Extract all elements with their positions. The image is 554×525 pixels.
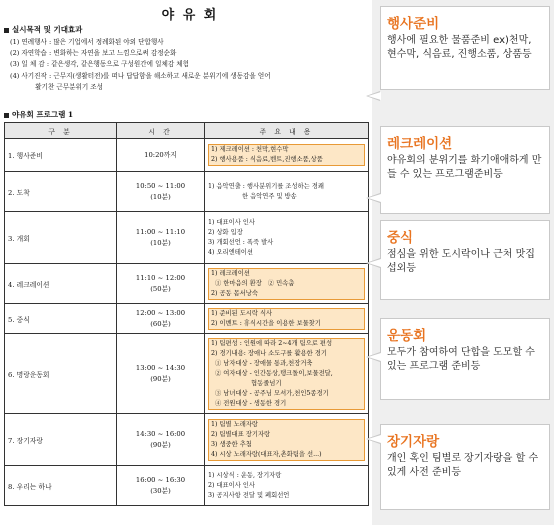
square-bullet-icon (4, 28, 9, 33)
content-line: 2) 경기내용: 장애나 소도구를 활용한 경기 (211, 349, 327, 357)
header-category: 구 분 (5, 123, 117, 139)
table-row (5, 212, 369, 264)
table-row (5, 304, 369, 334)
section-purpose-title (4, 24, 82, 35)
content-line: 협동줄넘기 (211, 379, 282, 387)
content-line: 2) 팀별대표 장기자랑 (211, 430, 271, 438)
purpose-item: (1) 연례행사 : 많은 기업에서 정례화된 야외 단합행사 (10, 38, 164, 46)
content-line: ③ 남녀대상 - 공주님 모셔가,천인5종경기 (211, 389, 329, 397)
callout-title: 중식 (387, 230, 414, 246)
row-content (205, 139, 369, 172)
row-time (117, 414, 205, 466)
table-row (5, 334, 369, 414)
time-line: (10분) (150, 238, 171, 247)
time-line: (10분) (150, 192, 171, 201)
content-line: 1) 시상식 : 운동, 장기자랑 (208, 471, 282, 479)
table-row (5, 264, 369, 304)
time-line: 10:20까지 (144, 150, 177, 159)
time-line: 11:10 ~ 12:00 (135, 273, 186, 282)
content-line: 3) 생중한 추첨 (211, 440, 252, 448)
row-category: 1. 행사준비 (5, 139, 117, 172)
callout-title: 장기자랑 (387, 434, 440, 450)
callout-pointer (368, 92, 381, 100)
content-line: 3) 공지사항 전달 및 폐회선언 (208, 491, 290, 499)
row-category: 4. 레크레이션 (5, 264, 117, 304)
time-line: 13:00 ~ 14:30 (135, 363, 186, 372)
content-box (208, 182, 365, 202)
table-header-row (5, 123, 369, 139)
callout-pointer (368, 194, 381, 202)
square-bullet-icon (4, 113, 9, 118)
callout-title: 운동회 (387, 328, 427, 344)
row-time (117, 304, 205, 334)
callout-3 (380, 220, 550, 300)
row-category: 2. 도착 (5, 172, 117, 212)
content-line: 2) 이벤트 : 휴식시간을 이용한 보물찾기 (211, 319, 321, 327)
callout-pointer (368, 435, 381, 443)
callout-title: 행사준비 (387, 16, 440, 32)
row-content (205, 466, 369, 506)
callout-body: 개인 혹인 팀별로 장기자랑을 할 수 있게 사전 준비등 (387, 453, 539, 478)
row-category: 7. 장기자랑 (5, 414, 117, 466)
header-time: 시 간 (117, 123, 205, 139)
callout-body: 행사에 필요한 물품준비 ex)천막, 현수막, 식음료, 진행소품, 상품등 (387, 35, 532, 60)
content-line: 2) 행사용품 : 식음료,벤트,진행소품,상품 (211, 156, 323, 163)
content-line: 1) 대표이사 인사 (208, 218, 255, 226)
row-time (117, 172, 205, 212)
content-line: 1) 제크레이션 : 천막,현수막 (211, 146, 289, 153)
section-purpose-label: 실시목적 및 기대효과 (12, 25, 83, 34)
content-line: 2) 공동 몸서낭숙 (211, 289, 258, 297)
content-line: ② 여자대상 - 인간동상,탱크돌이,보물전달, (211, 369, 333, 377)
time-line: 11:00 ~ 11:10 (135, 227, 186, 236)
content-line: 2) 대표이사 인사 (208, 481, 255, 489)
table-row (5, 414, 369, 466)
content-line: 3) 개회선언 : 폭죽 발사 (208, 238, 274, 246)
content-highlight-box (208, 338, 365, 410)
time-line: (30분) (150, 486, 171, 495)
content-line: 2) 상화 입장 (208, 228, 243, 236)
row-category: 5. 중식 (5, 304, 117, 334)
time-line: (90분) (150, 440, 171, 449)
callout-body: 야유회의 분위기를 화기애애하게 만들 수 있는 프로그램준비등 (387, 155, 542, 180)
time-line: 10:50 ~ 11:00 (135, 181, 186, 190)
row-content (205, 304, 369, 334)
content-line: 1) 음악연출 : 행사분위기를 조성하는 경쾌 (208, 182, 324, 190)
row-content (205, 172, 369, 212)
purpose-list (10, 37, 370, 93)
row-time (117, 334, 205, 414)
content-line: ④ 전원대상 - 생동한 경기 (211, 399, 287, 407)
time-line: (90분) (150, 374, 171, 383)
purpose-item: (2) 자연학습 : 변화하는 자연을 보고 느낌으로써 감정순화 (10, 49, 177, 58)
document-title: 야 유 회 (161, 8, 219, 23)
row-content (205, 212, 369, 264)
content-highlight-box (208, 308, 365, 330)
section-program-label: 야유회 프로그램 1 (12, 110, 74, 119)
content-highlight-box (208, 419, 365, 461)
time-line: (50분) (150, 284, 171, 293)
row-time (117, 264, 205, 304)
content-line: 1) 팀편성 : 인원에 따라 2~4개 팀으로 편성 (211, 339, 333, 347)
row-category: 3. 개회 (5, 212, 117, 264)
table-row (5, 139, 369, 172)
callout-5 (380, 424, 550, 510)
callout-body: 모두가 참여하여 단합을 도모할 수 있는 프로그램 준비등 (387, 347, 535, 372)
content-box (208, 471, 365, 501)
content-line: 1) 팀별 노래자랑 (211, 420, 258, 428)
header-content: 주 요 내 용 (205, 123, 369, 139)
content-line: 한 음악연주 및 방송 (208, 192, 297, 200)
section-program-title (4, 109, 73, 120)
row-category: 8. 우리는 하나 (5, 466, 117, 506)
content-line: 4) 오리엔테이션 (208, 248, 253, 256)
table-row (5, 172, 369, 212)
row-content (205, 414, 369, 466)
callout-pointer (368, 353, 381, 361)
time-line: 16:00 ~ 16:30 (135, 475, 186, 484)
callout-2 (380, 126, 550, 214)
time-line: 14:30 ~ 16:00 (135, 429, 186, 438)
content-line: ① 한마음의 환장 ② 민속춤 (211, 279, 295, 287)
content-line: ① 남자대상 - 장애물 통과,천장거축 (211, 359, 313, 367)
content-line: 1) 준비된 도시락 식사 (211, 309, 273, 317)
purpose-item: (3) 일 체 감 : 같은생각, 같은행동으로 구성원간에 일체감 체험 (10, 60, 190, 69)
table-row (5, 466, 369, 506)
content-line: 4) 시상 노래자랑(대표자,촌화팀을 선...) (211, 450, 322, 458)
time-line: 12:00 ~ 13:00 (135, 308, 186, 317)
callout-body: 점심을 위한 도시락이나 근처 맛집 섭외등 (387, 249, 535, 274)
time-line: (60분) (150, 319, 171, 328)
row-time (117, 466, 205, 506)
callout-1 (380, 6, 550, 90)
row-content (205, 334, 369, 414)
content-highlight-box (208, 268, 365, 300)
callout-4 (380, 318, 550, 400)
row-category: 6. 명랑운동회 (5, 334, 117, 414)
content-line: 1) 레크레이션 (211, 269, 250, 277)
purpose-item: 활기찬 근무분위기 조성 (10, 82, 104, 91)
row-content (205, 264, 369, 304)
program-table (4, 122, 369, 506)
purpose-item: (4) 사기진작 : 근무지(생활터전)를 떠나 답답함을 해소하고 새로운 분위기에 생동감을 얻어 (10, 71, 271, 80)
callout-title: 레크레이션 (387, 136, 453, 152)
content-box (208, 218, 365, 258)
row-time (117, 139, 205, 172)
callout-pointer (368, 259, 381, 267)
row-time (117, 212, 205, 264)
content-highlight-box (208, 144, 365, 166)
